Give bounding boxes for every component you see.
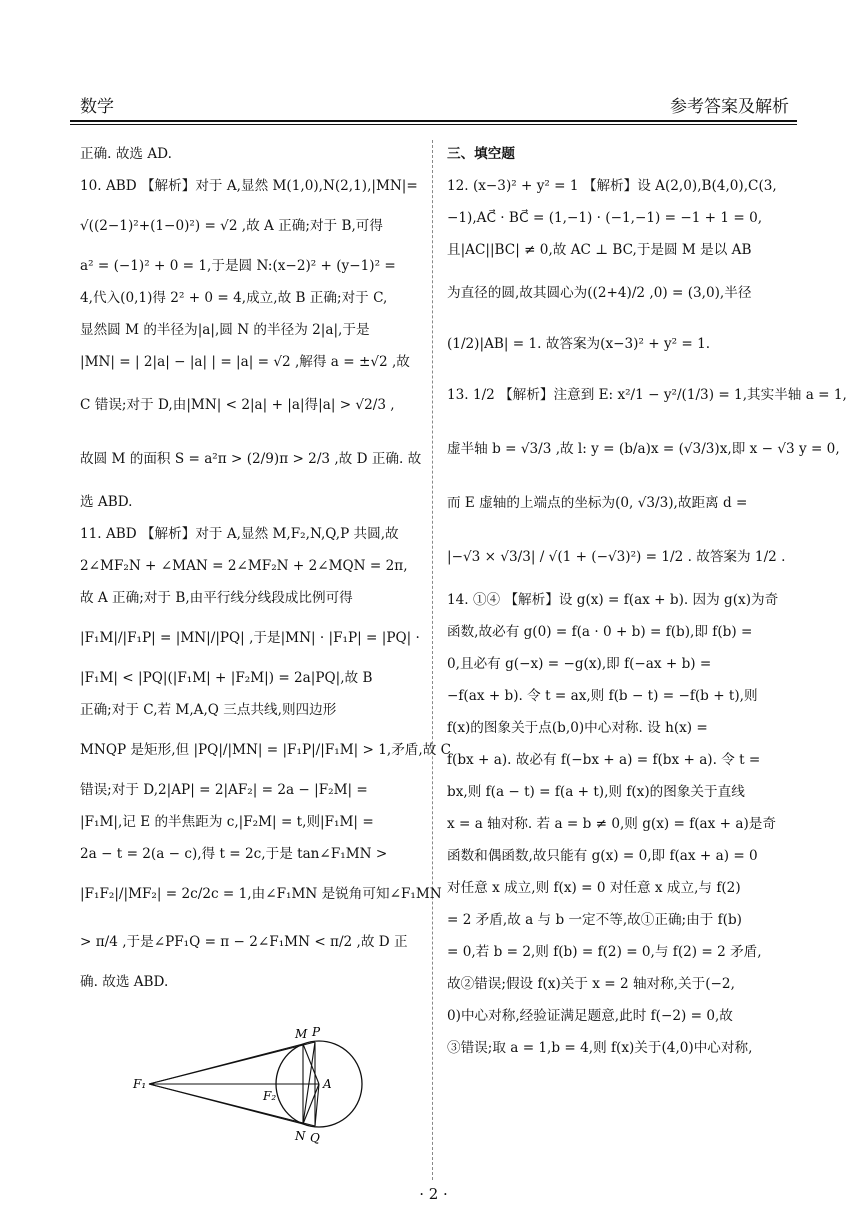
text-line: 0,且必有 g(−x) = −g(x),即 f(−ax + b) = [447, 656, 712, 672]
label-F1: F₁ [133, 1077, 147, 1091]
text-line: 4,代入(0,1)得 2² + 0 = 4,成立,故 B 正确;对于 C, [80, 290, 388, 306]
text-line: |F₁M| < |PQ|(|F₁M| + |F₂M|) = 2a|PQ|,故 B [80, 670, 373, 686]
text-line: 故 A 正确;对于 B,由平行线分线段成比例可得 [80, 590, 353, 606]
text-line: 函数和偶函数,故只能有 g(x) = 0,即 f(ax + a) = 0 [447, 848, 758, 864]
figure-line [149, 1042, 315, 1084]
text-line: −f(ax + b). 令 t = ax,则 f(b − t) = −f(b + t),则 [447, 688, 758, 704]
text-line: |F₁M|/|F₁P| = |MN|/|PQ| ,于是|MN| · |F₁P| = |PQ| · [80, 630, 420, 646]
text-line: x = a 轴对称. 若 a = b ≠ 0,则 g(x) = f(ax + a)是奇 [447, 816, 776, 832]
text-line: 12. (x−3)² + y² = 1 【解析】设 A(2,0),B(4,0),C(3, [447, 178, 777, 194]
label-P: P [312, 1025, 321, 1039]
text-line: 选 ABD. [80, 494, 133, 510]
text-line: > π/4 ,于是∠PF₁Q = π − 2∠F₁MN < π/2 ,故 D 正 [80, 934, 408, 950]
label-M: M [295, 1027, 308, 1041]
text-line: 13. 1/2 【解析】注意到 E: x²/1 − y²/(1/3) = 1,其实半轴 a = 1, [447, 387, 847, 403]
text-line: 且|AC||BC| ≠ 0,故 AC ⊥ BC,于是圆 M 是以 AB [447, 242, 752, 258]
text-line: 确. 故选 ABD. [80, 974, 169, 990]
text-line: 故②错误;假设 f(x)关于 x = 2 轴对称,关于(−2, [447, 976, 735, 992]
geometry-figure [125, 1022, 365, 1162]
text-line: 函数,故必有 g(0) = f(a · 0 + b) = f(b),即 f(b) = [447, 624, 753, 640]
text-line: f(bx + a). 故必有 f(−bx + a) = f(bx + a). 令 t = [447, 752, 761, 768]
text-line: −1),AC⃗ · BC⃗ = (1,−1) · (−1,−1) = −1 + 1 = 0, [447, 210, 763, 226]
text-line: = 2 矛盾,故 a 与 b 一定不等,故①正确;由于 f(b) [447, 912, 742, 928]
page-number: · 2 · [419, 1185, 448, 1203]
text-line: = 0,若 b = 2,则 f(b) = f(2) = 0,与 f(2) = 2 矛盾, [447, 944, 762, 960]
text-line: MNQP 是矩形,但 |PQ|/|MN| = |F₁P|/|F₁M| > 1,矛盾,故 C [80, 742, 452, 758]
section-heading: 三、填空题 [447, 146, 515, 162]
header-rule [70, 120, 797, 122]
text-line: 错误;对于 D,2|AP| = 2|AF₂| = 2a − |F₂M| = [80, 782, 368, 798]
right-column [447, 138, 847, 1064]
left-column [80, 138, 452, 998]
text-line: ③错误;取 a = 1,b = 4,则 f(x)关于(4,0)中心对称, [447, 1040, 753, 1056]
column-divider [432, 140, 433, 1180]
label-A: A [323, 1077, 332, 1091]
text-line: 14. ①④ 【解析】设 g(x) = f(ax + b). 因为 g(x)为奇 [447, 592, 779, 608]
text-line: √((2−1)²+(1−0)²) = √2 ,故 A 正确;对于 B,可得 [80, 218, 383, 234]
text-line: 对任意 x 成立,则 f(x) = 0 对任意 x 成立,与 f(2) [447, 880, 741, 896]
text-line: 为直径的圆,故其圆心为((2+4)/2 ,0) = (3,0),半径 [447, 285, 752, 301]
text-line: 11. ABD 【解析】对于 A,显然 M,F₂,N,Q,P 共圆,故 [80, 526, 399, 542]
text-line: 10. ABD 【解析】对于 A,显然 M(1,0),N(2,1),|MN|= [80, 178, 418, 194]
text-line: a² = (−1)² + 0 = 1,于是圆 N:(x−2)² + (y−1)² = [80, 258, 396, 274]
text-line: |F₁F₂|/|MF₂| = 2c/2c = 1,由∠F₁MN 是锐角可知∠F₁MN [80, 886, 442, 902]
label-F2: F₂ [263, 1089, 277, 1103]
header-title: 参考答案及解析 [670, 97, 789, 117]
figure-line [303, 1042, 315, 1124]
text-line: |F₁M|,记 E 的半焦距为 c,|F₂M| = t,则|F₁M| = [80, 814, 374, 830]
text-line: (1/2)|AB| = 1. 故答案为(x−3)² + y² = 1. [447, 336, 711, 352]
text-line: C 错误;对于 D,由|MN| < 2|a| + |a|得|a| > √2/3 , [80, 397, 395, 413]
text-line: 而 E 虚轴的上端点的坐标为(0, √3/3),故距离 d = [447, 495, 748, 511]
header-subject: 数学 [80, 97, 114, 117]
figure-line [149, 1084, 315, 1126]
text-line: |−√3 × √3/3| / √(1 + (−√3)²) = 1/2 . 故答案为 1/2 . [447, 549, 786, 565]
text-line: |MN| = | 2|a| − |a| | = |a| = √2 ,解得 a = ±√2 ,故 [80, 354, 410, 370]
text-line: bx,则 f(a − t) = f(a + t),则 f(x)的图象关于直线 [447, 784, 745, 800]
text-line: 0)中心对称,经验证满足题意,此时 f(−2) = 0,故 [447, 1008, 733, 1024]
label-N: N [295, 1129, 306, 1143]
text-line: 2a − t = 2(a − c),得 t = 2c,于是 tan∠F₁MN > [80, 846, 388, 862]
text-line: 虚半轴 b = √3/3 ,故 l: y = (b/a)x = (√3/3)x,即 x − √3 y = 0, [447, 441, 840, 457]
text-line: 故圆 M 的面积 S = a²π > (2/9)π > 2/3 ,故 D 正确. 故 [80, 451, 422, 467]
text-line: 正确;对于 C,若 M,A,Q 三点共线,则四边形 [80, 702, 337, 718]
figure-line [303, 1044, 319, 1084]
text-line: 2∠MF₂N + ∠MAN = 2∠MF₂N + 2∠MQN = 2π, [80, 558, 408, 574]
text-line: 正确. 故选 AD. [80, 146, 172, 162]
header-rule-thin [70, 124, 797, 125]
text-line: 显然圆 M 的半径为|a|,圆 N 的半径为 2|a|,于是 [80, 322, 370, 338]
label-Q: Q [310, 1131, 320, 1145]
text-line: f(x)的图象关于点(b,0)中心对称. 设 h(x) = [447, 720, 708, 736]
